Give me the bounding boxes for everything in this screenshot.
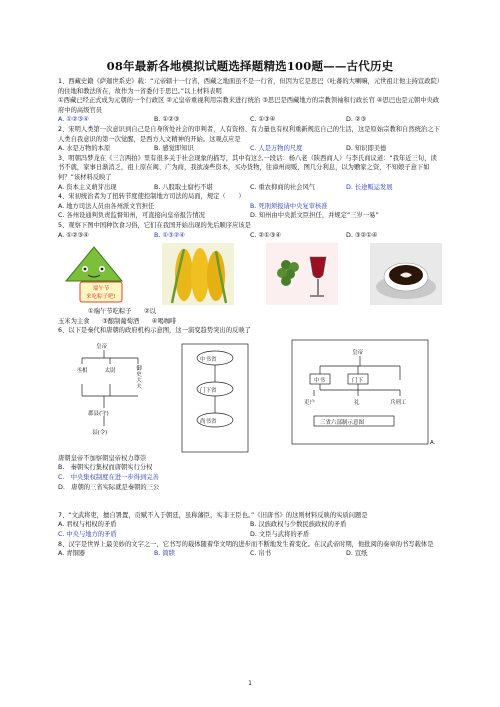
option-b: B. 秦朝实行集权而唐朝实行分权: [58, 464, 153, 472]
question-6-stem: 6、以下是秦代和唐朝的政府机构示意图，这一演变趋势突出的反映了: [58, 327, 251, 335]
option-a: A. 水是万物的本原: [58, 145, 111, 153]
option-d: D. 宣纸: [346, 550, 368, 558]
option-b: B. ①②③: [154, 116, 180, 124]
d2-item-1: 中书省: [200, 356, 217, 363]
government-diagrams: [58, 336, 442, 511]
d3-row2-2: 礼: [354, 399, 360, 406]
option-a: 唐朝皇帝不加察朝皇帝权力尊崇: [58, 454, 147, 462]
d2-item-2: 门下省: [200, 387, 217, 394]
option-c: C. 各州设通判负责监督知州，可直接向皇帝报告情况: [58, 212, 205, 220]
option-b: B. ①③②④: [154, 231, 185, 239]
option-c: C. 中央与地方的矛盾: [58, 531, 117, 539]
question-5-caption-2: 玉米为主食 ③酿制葡萄酒 ④喝咖啡: [58, 317, 177, 325]
d3-top: 皇帝: [352, 349, 364, 356]
question-7-options-row2: [58, 530, 442, 540]
coffee-image: [370, 243, 442, 305]
question-4-stem: 4、宋初统治者为了扭转节度使控制地方司法的局面，规定（ ）: [58, 193, 245, 201]
option-c: C. ①③④: [250, 116, 276, 124]
corn-image: [162, 243, 234, 305]
page-number: 1: [248, 680, 252, 687]
d3-row2-3: 兵刑工: [390, 399, 407, 406]
d2-item-3: 尚书省: [200, 418, 217, 425]
question-7-stem: 7、“文武将吏，擅自署置，贡赋不入于朝廷，虽称藩臣，实非王臣也。”《旧唐书》的这则材料反映的实质问题是: [58, 511, 368, 519]
badge-text-1: 端午节: [92, 286, 110, 293]
question-8-stem: 8、汉字是世界上最美妙的文字之一，它书写的载体随着华文明的进步而不断地发生着变化。在汉武帝时期，他批阅的奏章的书写载体是: [58, 540, 434, 548]
option-d: D. 文臣与武将的矛盾: [250, 531, 310, 539]
d3-row-2: 门下: [352, 377, 364, 384]
d1-bottom-2: 县(令): [92, 429, 108, 436]
d1-item-3: 御史大夫: [136, 365, 142, 390]
zongzi-image: [58, 243, 130, 305]
option-b: B. 感觉即知识: [154, 145, 194, 153]
option-d: D. ③②①④: [346, 231, 378, 239]
option-b: B. 八股取士腐朽不堪: [154, 183, 213, 191]
option-a: A. ①②③④: [58, 231, 89, 239]
diagram-lines: [58, 336, 442, 456]
d3-caption: 三省六部制示意图: [320, 419, 365, 426]
option-a: A. 地方司法人员由各州派文官担任: [58, 202, 155, 210]
question-7-options-row1: [58, 520, 442, 530]
d3-row-1: 中书: [314, 377, 326, 384]
option-a: A. 青铜器: [58, 550, 86, 558]
badge-text-2: 来吃粽子吧!: [86, 294, 116, 301]
option-d: D. 长途贩运发展: [346, 183, 393, 191]
question-3-stem: 3、明朝冯梦龙在《三言两拍》里有很多关于社会现象的描写，其中有这么一段话：杨八老（陕西商人）与李氏商议道：“我年近三旬，读书不就，家事日渐消乏，祖上原在闽、广为商，我欲凑些资本，买办货物，往漳州商贩，图几分利息，以为赡家之资，不知娘子意下如何？”该材料反映了: [58, 154, 437, 181]
option-c: C. 帛书: [250, 550, 271, 558]
page-title: 08年最新各地模拟试题选择题精选100题——古代历史: [106, 59, 394, 73]
d1-bottom: 郡县(守): [88, 410, 109, 417]
d1-item-2: 太尉: [104, 367, 116, 374]
diagram-option-label: A.: [430, 439, 436, 446]
question-4-options-cd: [58, 211, 442, 221]
question-1-options: [58, 115, 442, 125]
question-2-stem: 2、宋明人类第一次意识到自己是自身所处社会的审判者，人有资格、有力量也有权利重新规范自己的生活，这是原始宗教和自然统治之下人类自我意识的第一次觉醒，是西方人文精神的开始。这观点应是: [58, 125, 440, 143]
d1-item-1: 丞相: [76, 367, 88, 374]
option-b: B. 死刑须报请中央复审核准: [250, 202, 328, 210]
option-a: A. 资本主义萌芽出现: [58, 183, 117, 191]
question-4-options-ab: [58, 202, 442, 212]
d1-top: 皇帝: [96, 343, 108, 350]
option-d: D. ②③: [346, 116, 367, 124]
option-c: C. ②①③④: [250, 231, 281, 239]
question-5-stem: 5、观察下图中国种饮食习俗，它们在我国开始出现的先后顺序应该是: [58, 221, 251, 229]
question-1-stem: 1、西藏史籍《萨迦世系史》载：“元帝辖十一行省，西藏之地面虽不是一行省，但因为它是思巴（吐蕃的大喇嘛，元世祖让他主持宣政院）的住地和教法所在，故作为一省委付于思巴。”以上材料表明: [58, 78, 440, 95]
food-images: [58, 243, 442, 305]
grapes-wine-image: [266, 243, 338, 305]
question-1-items: ①西藏已经正式成为元朝的一个行政区 ②元皇帝重视利用宗教来进行统治 ③思巴是西藏地方的宗教领袖和行政长官 ④思巴也是元朝中央政府中的高级官员: [58, 97, 440, 114]
option-a: A. 君权与相权的矛盾: [58, 521, 117, 529]
question-5-caption-1: ①端午节吃粽子 ②以: [88, 308, 156, 316]
option-c: C. 中央集权制度在进一步得到完善: [58, 474, 159, 482]
d3-row2-1: 吏户: [304, 399, 316, 406]
question-5-options: [58, 231, 442, 241]
question-3-options: [58, 183, 442, 193]
option-d: D. 知识即美德: [346, 145, 387, 153]
option-d: D. 知州由中央派文臣担任，并规定“三岁一易”: [250, 212, 379, 220]
option-a: A. ①②③④: [58, 116, 89, 124]
option-b: B. 汉族政权与少数民族政权的矛盾: [250, 521, 347, 529]
question-2-options: [58, 144, 442, 154]
option-b: B. 简牍: [154, 550, 175, 558]
option-c: C. 重农抑商的社会风气: [250, 183, 316, 191]
option-d: D. 唐朝的三省实际就是秦朝的三公: [58, 483, 160, 491]
option-c: C. 人是万物的尺度: [250, 145, 303, 153]
question-8-options: [58, 549, 442, 559]
document-page: [58, 58, 442, 559]
